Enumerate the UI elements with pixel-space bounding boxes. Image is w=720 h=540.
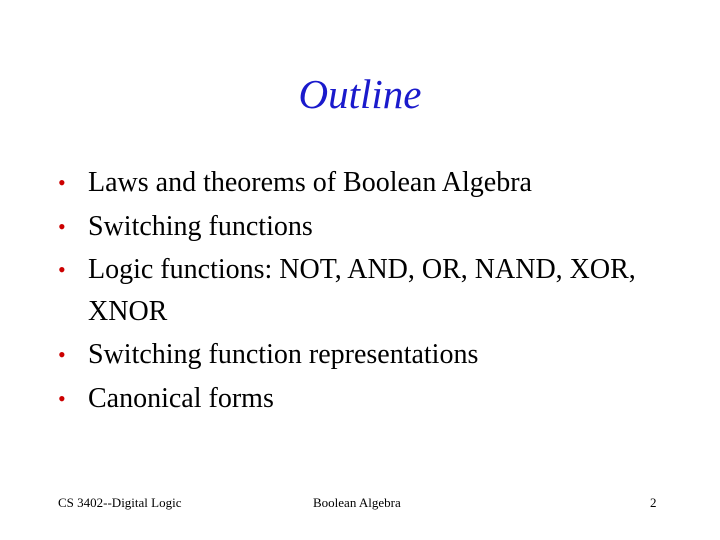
bullet-text: Switching functions (88, 211, 313, 242)
bullet-item (58, 161, 698, 205)
footer-page-number: 2 (650, 495, 657, 510)
bullet-icon: • (58, 170, 66, 195)
bullet-text: Laws and theorems of Boolean Algebra (88, 167, 532, 198)
bullet-text: Switching function representations (88, 339, 479, 370)
bullet-icon: • (58, 342, 66, 367)
bullet-icon: • (58, 386, 66, 411)
bullet-list (58, 161, 698, 421)
bullet-item (58, 205, 698, 249)
bullet-text: Logic functions: NOT, AND, OR, NAND, XOR, XNOR (88, 254, 636, 327)
bullet-text: Canonical forms (88, 383, 274, 414)
bullet-icon: • (58, 214, 66, 239)
bullet-item (58, 377, 698, 421)
bullet-item (58, 333, 698, 377)
bullet-icon: • (58, 257, 66, 282)
footer-course: CS 3402--Digital Logic (58, 495, 182, 510)
footer-topic: Boolean Algebra (313, 495, 401, 510)
bullet-item (58, 249, 698, 333)
slide-title: Outline (298, 71, 422, 117)
